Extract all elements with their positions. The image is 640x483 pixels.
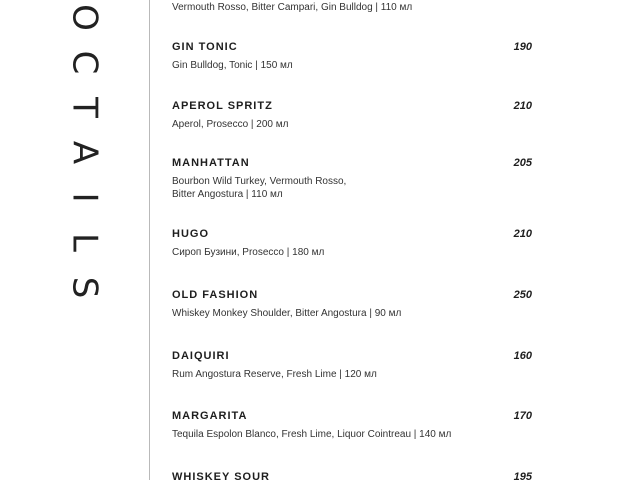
menu-item-gin-tonic [172, 41, 532, 72]
menu-item-margarita [172, 410, 532, 441]
menu-item-price: 170 [513, 410, 532, 422]
menu-item-price: 205 [513, 157, 532, 169]
vertical-divider [149, 0, 150, 480]
menu-item-name: MANHATTAN [172, 157, 250, 169]
menu-item-description: Gin Bulldog, Tonic | 150 мл [172, 60, 293, 71]
menu-item-price: 190 [513, 41, 532, 53]
menu-item-partial-top [172, 1, 532, 14]
menu-item-daiquiri [172, 350, 532, 381]
menu-item-whiskey-sour [172, 471, 532, 483]
section-title-letter: T [64, 97, 105, 118]
section-title-letter: C [64, 50, 105, 75]
menu-item-price: 250 [513, 289, 532, 301]
menu-item-manhattan [172, 157, 532, 201]
menu-item-old-fashion [172, 289, 532, 320]
section-title-letter: L [64, 233, 105, 252]
section-title-letter: S [64, 276, 105, 299]
menu-item-price: 195 [513, 471, 532, 483]
menu-item-name: DAIQUIRI [172, 350, 230, 362]
menu-item-name: MARGARITA [172, 410, 248, 422]
menu-item-name: OLD FASHION [172, 289, 259, 301]
section-title-vertical [62, 0, 106, 310]
menu-item-description: Rum Angostura Reserve, Fresh Lime | 120 мл [172, 369, 377, 380]
menu-item-description: Vermouth Rosso, Bitter Campari, Gin Bulldog | 110 мл [172, 2, 413, 13]
menu-item-price: 210 [513, 228, 532, 240]
menu-item-price: 210 [513, 100, 532, 112]
menu-item-description: Whiskey Monkey Shoulder, Bitter Angostura | 90 мл [172, 308, 402, 319]
section-title-letter: O [64, 4, 105, 31]
menu-item-description: Bourbon Wild Turkey, Vermouth Rosso, Bitter Angostura | 110 мл [172, 176, 347, 200]
menu-item-description: Tequila Espolon Blanco, Fresh Lime, Liquor Cointreau | 140 мл [172, 429, 452, 440]
menu-item-description: Сироп Бузини, Prosecco | 180 мл [172, 247, 325, 258]
section-title-letter: A [64, 140, 105, 165]
menu-item-name: WHISKEY SOUR [172, 471, 270, 483]
menu-item-aperol-spritz [172, 100, 532, 131]
menu-item-name: HUGO [172, 228, 209, 240]
menu-item-hugo [172, 228, 532, 259]
menu-item-description: Aperol, Prosecco | 200 мл [172, 119, 289, 130]
menu-item-name: GIN TONIC [172, 41, 238, 53]
menu-item-price: 160 [513, 350, 532, 362]
section-title-letter: I [64, 192, 105, 203]
menu-item-name: APEROL SPRITZ [172, 100, 273, 112]
